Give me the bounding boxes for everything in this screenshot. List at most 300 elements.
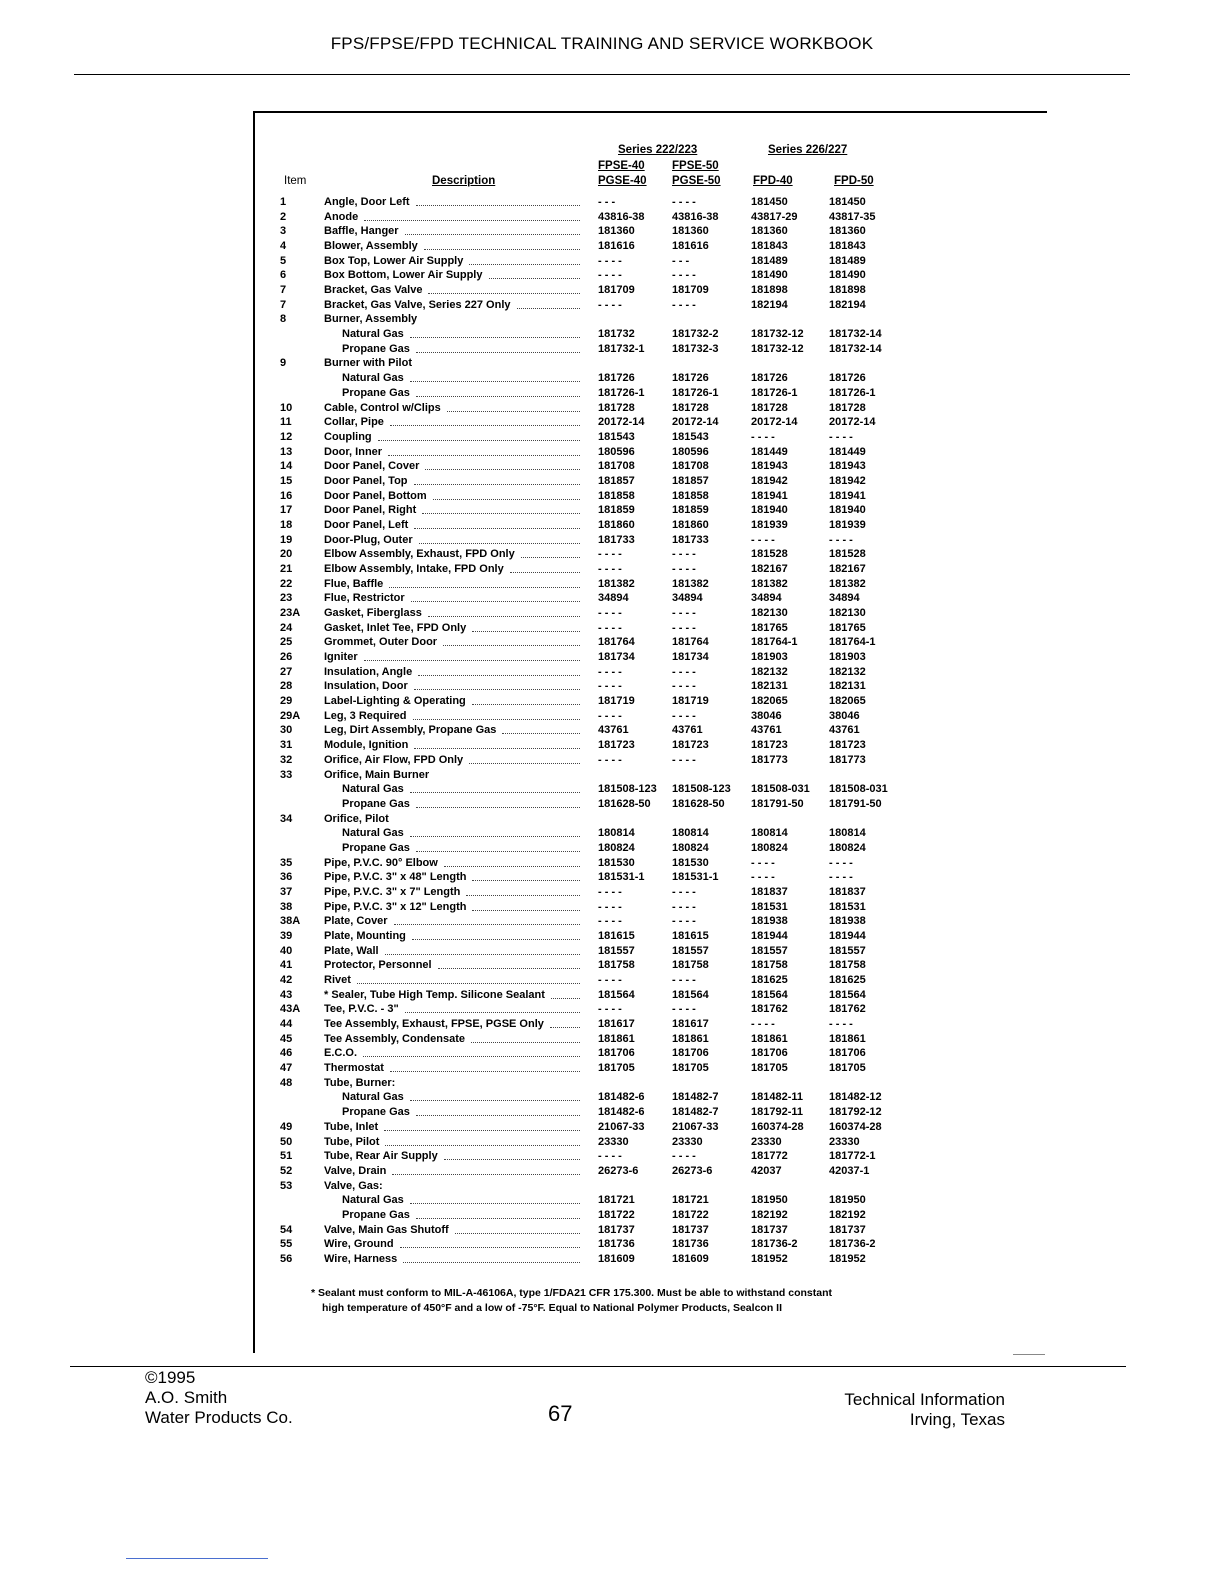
row-cell-col1: 181708 [598, 460, 635, 473]
row-item-number: 42 [280, 974, 293, 987]
row-item-number: 19 [280, 533, 293, 546]
row-cell-col1: - - - - [598, 621, 622, 634]
row-cell-col3: 181762 [751, 1003, 788, 1016]
row-cell-col2: 181615 [672, 930, 709, 942]
row-cell-col1: 181860 [598, 518, 635, 531]
row-cell-col4: - - - - [829, 533, 853, 546]
row-cell-col4: 182130 [829, 607, 866, 620]
row-cell-col3: 181705 [751, 1062, 788, 1075]
row-item-number: 16 [280, 489, 293, 502]
dot-leader [410, 337, 580, 338]
row-cell-col4: 181625 [829, 974, 866, 987]
row-cell-col4: 181382 [829, 577, 866, 590]
row-cell-col3: 181940 [751, 504, 788, 517]
row-description: Module, Ignition [324, 739, 409, 752]
row-cell-col4: - - - - [829, 856, 853, 869]
dot-leader [472, 910, 580, 911]
row-item-number: 35 [280, 856, 293, 869]
row-cell-col1: 181764 [598, 636, 635, 649]
row-cell-col2: - - - - [672, 1003, 696, 1016]
row-cell-col2: 181360 [672, 225, 709, 238]
dot-leader [389, 587, 580, 588]
row-item-number: 24 [280, 621, 293, 634]
dot-leader [405, 1012, 580, 1013]
row-item-number: 50 [280, 1135, 293, 1148]
row-cell-col1: 43761 [598, 724, 629, 737]
row-description: Bracket, Gas Valve, Series 227 Only [324, 298, 511, 311]
row-item-number: 37 [280, 885, 293, 898]
row-description: Door Panel, Left [324, 518, 409, 531]
row-cell-col2: - - - - [672, 607, 696, 620]
row-item-number: 55 [280, 1238, 293, 1251]
row-cell-col4: 181941 [829, 489, 866, 502]
row-description: Plate, Cover [324, 915, 388, 928]
row-cell-col3: 181736-2 [751, 1238, 798, 1251]
row-item-number: 25 [280, 636, 293, 649]
dot-leader [357, 983, 580, 984]
row-cell-col1: 181719 [598, 695, 635, 708]
row-cell-col4: 182194 [829, 298, 866, 311]
row-cell-col2: 181530 [672, 856, 709, 869]
row-cell-col1: 23330 [598, 1135, 629, 1148]
row-description: Plate, Mounting [324, 930, 406, 942]
dot-leader [384, 1130, 580, 1131]
row-cell-col1: - - - - [598, 753, 622, 766]
footnote-line-2: high temperature of 450°F and a low of -75°F. Equal to National Polymer Products, Sealcon II [322, 1302, 782, 1314]
row-cell-col4: - - - - [829, 1018, 853, 1031]
row-cell-col2: 181721 [672, 1194, 709, 1207]
row-item-number: 36 [280, 871, 293, 884]
row-description: Flue, Baffle [324, 577, 384, 590]
row-cell-col3: - - - - [751, 1018, 775, 1031]
row-cell-col2: 181708 [672, 460, 709, 473]
row-description: Burner, Assembly [324, 313, 418, 326]
row-cell-col1: - - - - [598, 1150, 622, 1163]
row-description: Pipe, P.V.C. 3" x 12" Length [324, 900, 467, 913]
row-cell-col4: 181903 [829, 651, 866, 664]
row-item-number: 32 [280, 753, 293, 766]
row-cell-col3: 182194 [751, 298, 788, 311]
row-item-number: 17 [280, 504, 293, 517]
row-cell-col2: - - - - [672, 196, 696, 208]
row-cell-col1: 43816-38 [598, 210, 645, 223]
row-cell-col2: 181609 [672, 1252, 709, 1265]
row-cell-col1: - - - - [598, 548, 622, 561]
row-description: Valve, Drain [324, 1164, 387, 1177]
row-cell-col3: 43817-29 [751, 210, 798, 223]
row-cell-col2: 181617 [672, 1018, 709, 1031]
col2-top-heading: FPSE-50 [672, 160, 719, 172]
dot-leader [521, 557, 580, 558]
row-cell-col3: 181732-12 [751, 342, 804, 355]
row-item-number: 41 [280, 959, 293, 972]
row-cell-col1: 181616 [598, 240, 635, 253]
row-item-number: 1 [280, 196, 287, 208]
row-cell-col3: 20172-14 [751, 416, 798, 429]
footnote-line-1: * Sealant must conform to MIL-A-46106A, type 1/FDA21 CFR 175.300. Must be able to withstand constant [311, 1287, 833, 1299]
row-cell-col1: - - - - [598, 269, 622, 282]
dot-leader [443, 645, 580, 646]
row-item-number: 47 [280, 1062, 293, 1075]
row-description: Wire, Ground [324, 1238, 394, 1251]
dot-leader [419, 543, 580, 544]
row-cell-col2: - - - - [672, 621, 696, 634]
row-cell-col2: - - - - [672, 563, 696, 575]
row-description: Igniter [324, 651, 358, 664]
row-cell-col2: 181857 [672, 474, 709, 487]
row-description: Tee Assembly, Condensate [324, 1032, 466, 1045]
row-cell-col4: 181449 [829, 445, 866, 458]
dot-leader [364, 220, 580, 221]
row-description: Natural Gas [342, 1091, 404, 1104]
row-cell-col1: 181543 [598, 430, 635, 443]
dot-leader [412, 939, 580, 940]
footer-company-1: A.O. Smith [145, 1388, 228, 1407]
row-description: Tube, Burner: [324, 1076, 396, 1089]
row-cell-col1: - - - - [598, 885, 622, 898]
row-item-number: 8 [280, 313, 287, 326]
row-cell-col3: 181942 [751, 474, 788, 487]
row-item-number: 54 [280, 1223, 293, 1236]
row-description: Propane Gas [342, 797, 410, 810]
row-cell-col1: 181857 [598, 474, 635, 487]
row-description: Thermostat [324, 1062, 384, 1075]
row-cell-col1: 181617 [598, 1018, 635, 1031]
row-cell-col2: 181732-3 [672, 342, 719, 355]
row-cell-col3: 181938 [751, 915, 788, 928]
row-cell-col2: 181706 [672, 1047, 709, 1060]
row-cell-col2: - - - - [672, 680, 696, 693]
row-cell-col2: - - - - [672, 915, 696, 928]
row-cell-col4: 181773 [829, 753, 866, 766]
series-a-heading: Series 222/223 [618, 144, 698, 156]
row-description: Propane Gas [342, 1106, 410, 1119]
dot-leader [422, 513, 580, 514]
row-cell-col4: 181792-12 [829, 1106, 882, 1119]
row-cell-col3: 181772 [751, 1150, 788, 1163]
row-cell-col3: 182131 [751, 680, 788, 693]
row-description: Elbow Assembly, Exhaust, FPD Only [324, 548, 515, 561]
row-cell-col3: 182192 [751, 1208, 788, 1221]
row-item-number: 56 [280, 1252, 293, 1265]
row-cell-col4: 182131 [829, 680, 866, 693]
row-description: Coupling [324, 430, 372, 443]
row-description: Flue, Restrictor [324, 592, 405, 605]
dot-leader [416, 1115, 580, 1116]
row-item-number: 4 [280, 240, 287, 253]
row-cell-col2: 181764 [672, 636, 709, 649]
row-cell-col2: 181482-7 [672, 1091, 719, 1104]
row-cell-col2: 43816-38 [672, 210, 719, 223]
row-cell-col4: 20172-14 [829, 416, 876, 429]
row-cell-col3: - - - - [751, 856, 775, 869]
row-cell-col4: 43761 [829, 724, 860, 737]
row-cell-col3: 181764-1 [751, 636, 798, 649]
row-cell-col3: 181837 [751, 885, 788, 898]
row-cell-col1: 181737 [598, 1223, 635, 1236]
row-cell-col1: 181615 [598, 930, 635, 942]
row-item-number: 29 [280, 695, 293, 708]
row-description: Elbow Assembly, Intake, FPD Only [324, 563, 504, 575]
row-item-number: 23A [280, 607, 301, 620]
row-cell-col1: 181564 [598, 988, 635, 1001]
row-description: Anode [324, 210, 359, 223]
row-cell-col1: 181508-123 [598, 783, 657, 796]
row-cell-col3: 181706 [751, 1047, 788, 1060]
col3-heading: FPD-40 [753, 175, 793, 187]
row-cell-col2: 181732-2 [672, 328, 719, 341]
item-heading: Item [284, 175, 307, 187]
row-cell-col3: 182167 [751, 563, 788, 575]
dot-leader [400, 1247, 580, 1248]
row-cell-col1: 20172-14 [598, 416, 645, 429]
row-cell-col4: 181360 [829, 225, 866, 238]
row-cell-col4: 181938 [829, 915, 866, 928]
row-item-number: 28 [280, 680, 293, 693]
row-description: Baffle, Hanger [324, 225, 399, 238]
row-cell-col4: - - - - [829, 430, 853, 443]
row-cell-col4: 181765 [829, 621, 866, 634]
row-cell-col4: 181940 [829, 504, 866, 517]
row-description: Orifice, Pilot [324, 812, 389, 825]
row-cell-col4: 34894 [829, 592, 860, 605]
row-cell-col4: 181758 [829, 959, 866, 972]
row-description: Label-Lighting & Operating [324, 695, 466, 708]
row-cell-col4: 181531 [829, 900, 866, 913]
row-item-number: 48 [280, 1076, 293, 1089]
row-item-number: 21 [280, 563, 293, 575]
row-cell-col4: 181843 [829, 240, 866, 253]
row-cell-col2: 181726-1 [672, 386, 719, 399]
row-description: Tube, Pilot [324, 1135, 380, 1148]
row-cell-col1: 181723 [598, 739, 635, 752]
row-item-number: 7 [280, 284, 287, 297]
row-cell-col1: 34894 [598, 592, 629, 605]
col1-top-heading: FPSE-40 [598, 160, 645, 172]
row-cell-col1: 181732 [598, 328, 635, 341]
dot-leader [469, 763, 580, 764]
row-cell-col1: - - - [598, 196, 616, 208]
dot-leader [455, 1233, 580, 1234]
footer-company-2: Water Products Co. [145, 1408, 293, 1427]
dot-leader [416, 807, 580, 808]
row-cell-col2: - - - - [672, 753, 696, 766]
row-cell-col4: 160374-28 [829, 1120, 882, 1133]
row-item-number: 14 [280, 460, 293, 473]
row-cell-col3: 181898 [751, 284, 788, 297]
row-cell-col4: 182132 [829, 665, 866, 678]
dot-leader [416, 1218, 580, 1219]
dot-leader [410, 836, 580, 837]
row-cell-col3: 181625 [751, 974, 788, 987]
row-cell-col3: 181758 [751, 959, 788, 972]
row-cell-col2: - - - [672, 254, 690, 267]
row-description: Bracket, Gas Valve [324, 284, 423, 297]
dot-leader [466, 895, 580, 896]
row-cell-col3: - - - - [751, 430, 775, 443]
row-cell-col4: 181737 [829, 1223, 866, 1236]
dot-leader [416, 205, 580, 206]
row-cell-col3: 181531 [751, 900, 788, 913]
row-description: Gasket, Fiberglass [324, 607, 422, 620]
row-description: Propane Gas [342, 841, 410, 854]
dot-leader [424, 249, 580, 250]
row-cell-col3: 181490 [751, 269, 788, 282]
row-cell-col2: - - - - [672, 709, 696, 722]
row-cell-col4: 181861 [829, 1032, 866, 1045]
row-cell-col1: 181858 [598, 489, 635, 502]
row-cell-col2: 180596 [672, 445, 709, 458]
row-cell-col1: 181482-6 [598, 1106, 645, 1119]
row-item-number: 29A [280, 709, 301, 722]
row-cell-col2: 181722 [672, 1208, 709, 1221]
row-cell-col2: 181723 [672, 739, 709, 752]
row-item-number: 44 [280, 1018, 293, 1031]
row-cell-col1: 181382 [598, 577, 635, 590]
row-item-number: 53 [280, 1179, 293, 1192]
bottom-link-line [126, 1558, 268, 1559]
row-description: Natural Gas [342, 1194, 404, 1207]
row-description: Plate, Wall [324, 944, 379, 957]
row-cell-col2: 180814 [672, 827, 709, 840]
row-cell-col4: 181944 [829, 930, 866, 942]
dot-leader [414, 528, 580, 529]
row-cell-col2: 34894 [672, 592, 703, 605]
row-item-number: 43 [280, 988, 293, 1001]
row-cell-col1: 181734 [598, 651, 635, 664]
dot-leader [425, 469, 580, 470]
row-cell-col2: 181860 [672, 518, 709, 531]
row-description: Tube, Rear Air Supply [324, 1150, 438, 1163]
row-cell-col3: 23330 [751, 1135, 782, 1148]
row-cell-col3: 180824 [751, 841, 788, 854]
row-cell-col4: 181450 [829, 196, 866, 208]
dot-leader [411, 601, 580, 602]
row-cell-col1: 180814 [598, 827, 635, 840]
dot-leader [550, 1027, 580, 1028]
row-cell-col4: 181705 [829, 1062, 866, 1075]
row-description: Box Top, Lower Air Supply [324, 254, 464, 267]
row-cell-col4: 181943 [829, 460, 866, 473]
row-item-number: 27 [280, 665, 293, 678]
row-description: Pipe, P.V.C. 90° Elbow [324, 856, 438, 869]
row-cell-col1: 181722 [598, 1208, 635, 1221]
row-item-number: 20 [280, 548, 293, 561]
row-cell-col3: 181941 [751, 489, 788, 502]
row-cell-col3: 180814 [751, 827, 788, 840]
row-item-number: 38A [280, 915, 301, 928]
row-cell-col4: 181732-14 [829, 342, 882, 355]
row-cell-col1: 181736 [598, 1238, 635, 1251]
dot-leader [394, 924, 580, 925]
row-description: Collar, Pipe [324, 416, 384, 429]
row-cell-col3: 181360 [751, 225, 788, 238]
row-item-number: 5 [280, 254, 287, 267]
row-cell-col4: 180814 [829, 827, 866, 840]
row-cell-col1: - - - - [598, 665, 622, 678]
row-description: Tee, P.V.C. - 3" [324, 1003, 399, 1016]
dot-leader [551, 998, 580, 999]
row-cell-col3: 181489 [751, 254, 788, 267]
row-cell-col2: 43761 [672, 724, 703, 737]
dot-leader [433, 499, 580, 500]
dot-leader [489, 278, 580, 279]
footer-copyright: ©1995 [145, 1368, 196, 1387]
row-description: Insulation, Angle [324, 665, 413, 678]
dot-leader [405, 234, 580, 235]
row-cell-col1: 181728 [598, 401, 635, 414]
row-description: Leg, Dirt Assembly, Propane Gas [324, 724, 497, 737]
row-cell-col3: 181450 [751, 196, 788, 208]
row-item-number: 13 [280, 445, 293, 458]
row-cell-col4: 38046 [829, 709, 860, 722]
row-cell-col2: 181859 [672, 504, 709, 517]
row-description: Door Panel, Bottom [324, 489, 427, 502]
row-cell-col1: - - - - [598, 563, 622, 575]
row-item-number: 30 [280, 724, 293, 737]
row-cell-col2: 181482-7 [672, 1106, 719, 1119]
dot-leader [363, 1056, 580, 1057]
row-item-number: 22 [280, 577, 293, 590]
row-cell-col4: 181736-2 [829, 1238, 876, 1251]
dot-leader [517, 308, 580, 309]
row-cell-col1: - - - - [598, 680, 622, 693]
row-cell-col3: 38046 [751, 709, 782, 722]
row-description: Valve, Gas: [324, 1179, 383, 1192]
dot-leader [410, 792, 580, 793]
row-cell-col2: 181728 [672, 401, 709, 414]
dot-leader [385, 1145, 580, 1146]
row-cell-col1: 181628-50 [598, 797, 651, 810]
row-cell-col1: 181861 [598, 1032, 635, 1045]
dot-leader [413, 719, 580, 720]
dot-leader [388, 455, 580, 456]
dot-leader [390, 1071, 580, 1072]
row-cell-col2: - - - - [672, 548, 696, 561]
row-description: Angle, Door Left [324, 196, 410, 208]
row-cell-col2: - - - - [672, 900, 696, 913]
row-description: Natural Gas [342, 372, 404, 385]
row-cell-col1: - - - - [598, 298, 622, 311]
row-cell-col3: 181726 [751, 372, 788, 385]
dot-leader [428, 616, 580, 617]
row-cell-col3: 181791-50 [751, 797, 804, 810]
header-rule [74, 74, 1130, 75]
row-cell-col2: - - - - [672, 665, 696, 678]
row-item-number: 33 [280, 768, 293, 781]
row-cell-col2: 181726 [672, 372, 709, 385]
row-cell-col3: 181792-11 [751, 1106, 803, 1119]
dot-leader [364, 660, 580, 661]
row-cell-col4: 23330 [829, 1135, 860, 1148]
row-item-number: 9 [280, 357, 287, 370]
dot-leader [414, 484, 580, 485]
row-cell-col2: 181758 [672, 959, 709, 972]
row-cell-col4: 180824 [829, 841, 866, 854]
row-cell-col3: 181723 [751, 739, 788, 752]
row-cell-col1: 181732-1 [598, 342, 645, 355]
dot-leader [428, 293, 580, 294]
row-description: Natural Gas [342, 328, 404, 341]
row-cell-col3: 181449 [751, 445, 788, 458]
row-description: Wire, Harness [324, 1252, 398, 1265]
row-cell-col2: 181616 [672, 240, 709, 253]
row-cell-col1: 180596 [598, 445, 635, 458]
dot-leader [385, 954, 580, 955]
row-cell-col3: 181943 [751, 460, 788, 473]
row-cell-col1: 181721 [598, 1194, 635, 1207]
row-cell-col1: 181758 [598, 959, 635, 972]
